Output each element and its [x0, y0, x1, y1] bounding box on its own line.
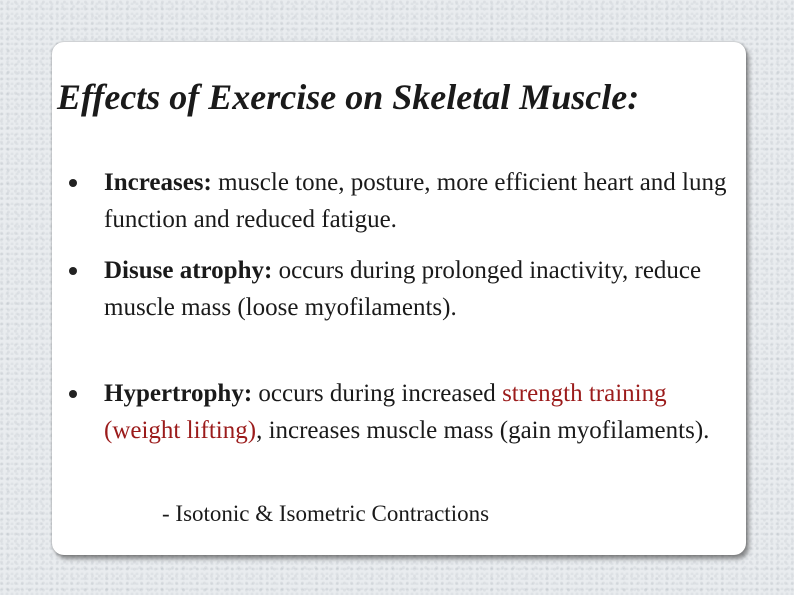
bullet-term: Disuse atrophy:	[104, 257, 273, 284]
slide-title: Effects of Exercise on Skeletal Muscle:	[57, 77, 640, 117]
bullet-text: occurs during prolonged inactivity, reduce muscle mass (loose myofilaments).	[104, 257, 702, 321]
bullet-hypertrophy	[104, 375, 729, 449]
bullet-text: muscle tone, posture, more efficient heart and lung function and reduced fatigue.	[104, 169, 727, 233]
bullet-text: , increases muscle mass (gain myofilaments).	[256, 417, 710, 444]
bullet-disuse-atrophy	[104, 252, 729, 326]
bullet-increases	[104, 164, 729, 238]
bullet-text: occurs during increased	[252, 380, 503, 407]
bullet-highlight: strength training (weight lifting)	[104, 380, 667, 444]
bullet-term: Hypertrophy:	[104, 380, 253, 407]
bullet-term: Increases:	[104, 169, 212, 196]
bullet-dot-icon	[69, 179, 77, 187]
sub-note: - Isotonic & Isometric Contractions	[162, 501, 490, 526]
bullet-dot-icon	[69, 390, 77, 398]
bullet-dot-icon	[69, 267, 77, 275]
